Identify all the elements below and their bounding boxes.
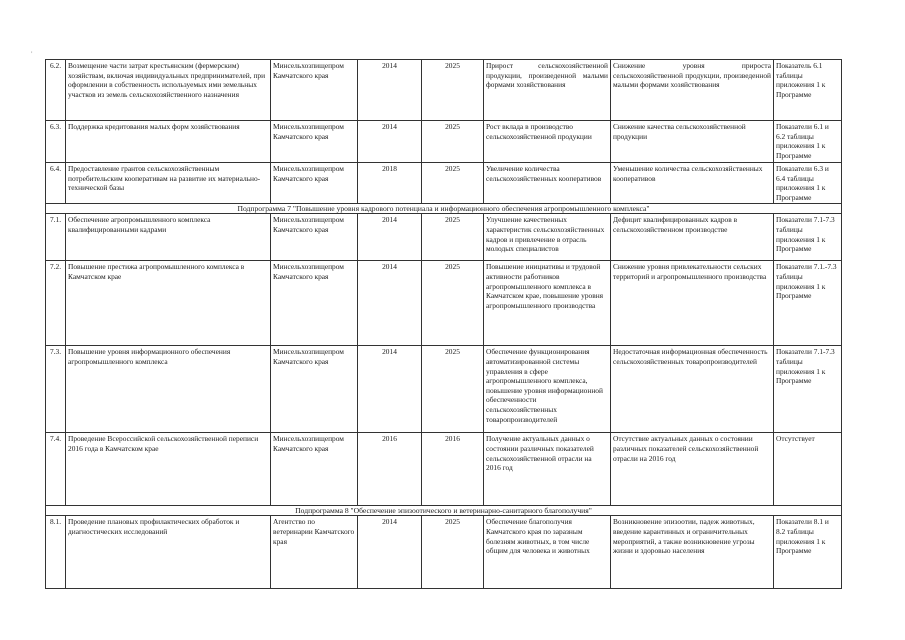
cell-executor: Минсельхозпищепром Камчатского края bbox=[271, 214, 358, 261]
cell-indicator-link: Отсутствует bbox=[774, 433, 842, 506]
table-row bbox=[46, 516, 842, 589]
cell-row-number: 7.1. bbox=[46, 214, 66, 261]
cell-end-year: 2025 bbox=[422, 516, 484, 589]
cell-end-year: 2025 bbox=[422, 163, 484, 204]
cell-start-year: 2014 bbox=[358, 60, 422, 121]
cell-expected-result: Прирост сельскохозяйственной продукции, произведенной малыми формами хозяйствования bbox=[484, 60, 611, 121]
table-row bbox=[46, 346, 842, 433]
table-row bbox=[46, 121, 842, 163]
cell-non-implementation-consequence: Уменьшение количества сельскохозяйственных кооперативов bbox=[611, 163, 774, 204]
program-measures-table bbox=[45, 59, 842, 589]
cell-indicator-link: Показатели 8.1 и 8.2 таблицы приложения 1 к Программе bbox=[774, 516, 842, 589]
cell-end-year: 2025 bbox=[422, 261, 484, 346]
cell-non-implementation-consequence: Возникновение эпизоотии, падеж животных, введение карантинных и ограничительных мероприятий, а также возникновение угрозы жизни и здоровью населения bbox=[611, 516, 774, 589]
cell-row-number: 6.2. bbox=[46, 60, 66, 121]
cell-measure-name: Проведение Всероссийской сельскохозяйственной переписи 2016 года в Камчатском крае bbox=[66, 433, 271, 506]
cell-row-number: 8.1. bbox=[46, 516, 66, 589]
page-corner-mark: , bbox=[31, 48, 33, 54]
cell-end-year: 2025 bbox=[422, 121, 484, 163]
cell-expected-result: Обеспечение благополучия Камчатского края по заразным болезням животных, в том числе общим для человека и животных bbox=[484, 516, 611, 589]
cell-end-year: 2025 bbox=[422, 60, 484, 121]
table-row bbox=[46, 214, 842, 261]
table-row bbox=[46, 60, 842, 121]
table-body bbox=[46, 60, 842, 589]
cell-expected-result: Рост вклада в производство сельскохозяйственной продукции bbox=[484, 121, 611, 163]
cell-indicator-link: Показатели 7.1.-7.3 таблицы приложения 1 к Программе bbox=[774, 261, 842, 346]
cell-measure-name: Предоставление грантов сельскохозяйственным потребительским кооперативам на развитие их материально-технической базы bbox=[66, 163, 271, 204]
cell-non-implementation-consequence: Дефицит квалифицированных кадров в сельскохозяйственном производстве bbox=[611, 214, 774, 261]
table-row bbox=[46, 433, 842, 506]
subprogram-title: Подпрограмма 7 "Повышение уровня кадрового потенциала и информационного обеспечения агропромышленного комплекса" bbox=[46, 204, 842, 214]
cell-executor: Минсельхозпищепром Камчатского края bbox=[271, 60, 358, 121]
cell-row-number: 6.4. bbox=[46, 163, 66, 204]
cell-indicator-link: Показатель 6.1 таблицы приложения 1 к Программе bbox=[774, 60, 842, 121]
cell-start-year: 2014 bbox=[358, 121, 422, 163]
cell-non-implementation-consequence: Отсутствие актуальных данных о состоянии различных показателей сельскохозяйственной отрасли на 2016 год bbox=[611, 433, 774, 506]
cell-non-implementation-consequence: Недостаточная информационная обеспеченность сельскохозяйственных товаропроизводителей bbox=[611, 346, 774, 433]
cell-measure-name: Обеспечение агропромышленного комплекса квалифицированными кадрами bbox=[66, 214, 271, 261]
cell-start-year: 2018 bbox=[358, 163, 422, 204]
cell-indicator-link: Показатели 6.3 и 6.4 таблицы приложения 1 к Программе bbox=[774, 163, 842, 204]
cell-measure-name: Возмещение части затрат крестьянским (фермерским) хозяйствам, включая индивидуальных предпринимателей, при оформлении в собственность используемых ими земельных участков из земель сельскохозяйственного назначения bbox=[66, 60, 271, 121]
cell-non-implementation-consequence: Снижение уровня прироста сельскохозяйственной продукции, произведенной малыми формами хозяйствования bbox=[611, 60, 774, 121]
cell-start-year: 2014 bbox=[358, 261, 422, 346]
cell-expected-result: Улучшение качественных характеристик сельскохозяйственных кадров и привлечение в отрасль молодых специалистов bbox=[484, 214, 611, 261]
cell-row-number: 7.2. bbox=[46, 261, 66, 346]
cell-indicator-link: Показатели 7.1-7.3 таблицы приложения 1 к Программе bbox=[774, 214, 842, 261]
cell-end-year: 2025 bbox=[422, 214, 484, 261]
cell-end-year: 2025 bbox=[422, 346, 484, 433]
cell-row-number: 6.3. bbox=[46, 121, 66, 163]
cell-indicator-link: Показатели 6.1 и 6.2 таблицы приложения 1 к Программе bbox=[774, 121, 842, 163]
cell-start-year: 2014 bbox=[358, 346, 422, 433]
cell-measure-name: Повышение престижа агропромышленного комплекса в Камчатском крае bbox=[66, 261, 271, 346]
cell-end-year: 2016 bbox=[422, 433, 484, 506]
cell-executor: Минсельхозпищепром Камчатского края bbox=[271, 433, 358, 506]
cell-indicator-link: Показатели 7.1-7.3 таблицы приложения 1 к Программе bbox=[774, 346, 842, 433]
cell-executor: Минсельхозпищепром Камчатского края bbox=[271, 346, 358, 433]
cell-executor: Минсельхозпищепром Камчатского края bbox=[271, 121, 358, 163]
cell-expected-result: Увеличение количества сельскохозяйственных кооперативов bbox=[484, 163, 611, 204]
cell-non-implementation-consequence: Снижение уровня привлекательности сельских территорий и агропромышленного производства bbox=[611, 261, 774, 346]
cell-start-year: 2014 bbox=[358, 516, 422, 589]
cell-executor: Минсельхозпищепром Камчатского края bbox=[271, 163, 358, 204]
cell-expected-result: Получение актуальных данных о состоянии различных показателей сельскохозяйственной отрасли на 2016 год bbox=[484, 433, 611, 506]
cell-expected-result: Повышение инициативы и трудовой активности работников агропромышленного комплекса в Камчатском крае, повышение уровня агропромышленного производства bbox=[484, 261, 611, 346]
cell-start-year: 2016 bbox=[358, 433, 422, 506]
subprogram-header-row bbox=[46, 204, 842, 214]
cell-executor: Минсельхозпищепром Камчатского края bbox=[271, 261, 358, 346]
table-row bbox=[46, 261, 842, 346]
cell-measure-name: Поддержка кредитования малых форм хозяйствования bbox=[66, 121, 271, 163]
cell-executor: Агентство по ветеринарии Камчатского края bbox=[271, 516, 358, 589]
cell-measure-name: Повышение уровня информационного обеспечения агропромышленного комплекса bbox=[66, 346, 271, 433]
cell-row-number: 7.4. bbox=[46, 433, 66, 506]
subprogram-title: Подпрограмма 8 "Обеспечение эпизоотического и ветеринарно-санитарного благополучия" bbox=[46, 506, 842, 516]
cell-measure-name: Проведение плановых профилактических обработок и диагностических исследований bbox=[66, 516, 271, 589]
cell-non-implementation-consequence: Снижение качества сельскохозяйственной продукции bbox=[611, 121, 774, 163]
cell-row-number: 7.3. bbox=[46, 346, 66, 433]
cell-expected-result: Обеспечение функционирования автоматизированной системы управления в сфере агропромышленного комплекса, повышение уровня информационной обеспеченности сельскохозяйственных товаропроизводителей bbox=[484, 346, 611, 433]
subprogram-header-row bbox=[46, 506, 842, 516]
program-measures-table-page bbox=[45, 59, 841, 589]
cell-start-year: 2014 bbox=[358, 214, 422, 261]
table-row bbox=[46, 163, 842, 204]
